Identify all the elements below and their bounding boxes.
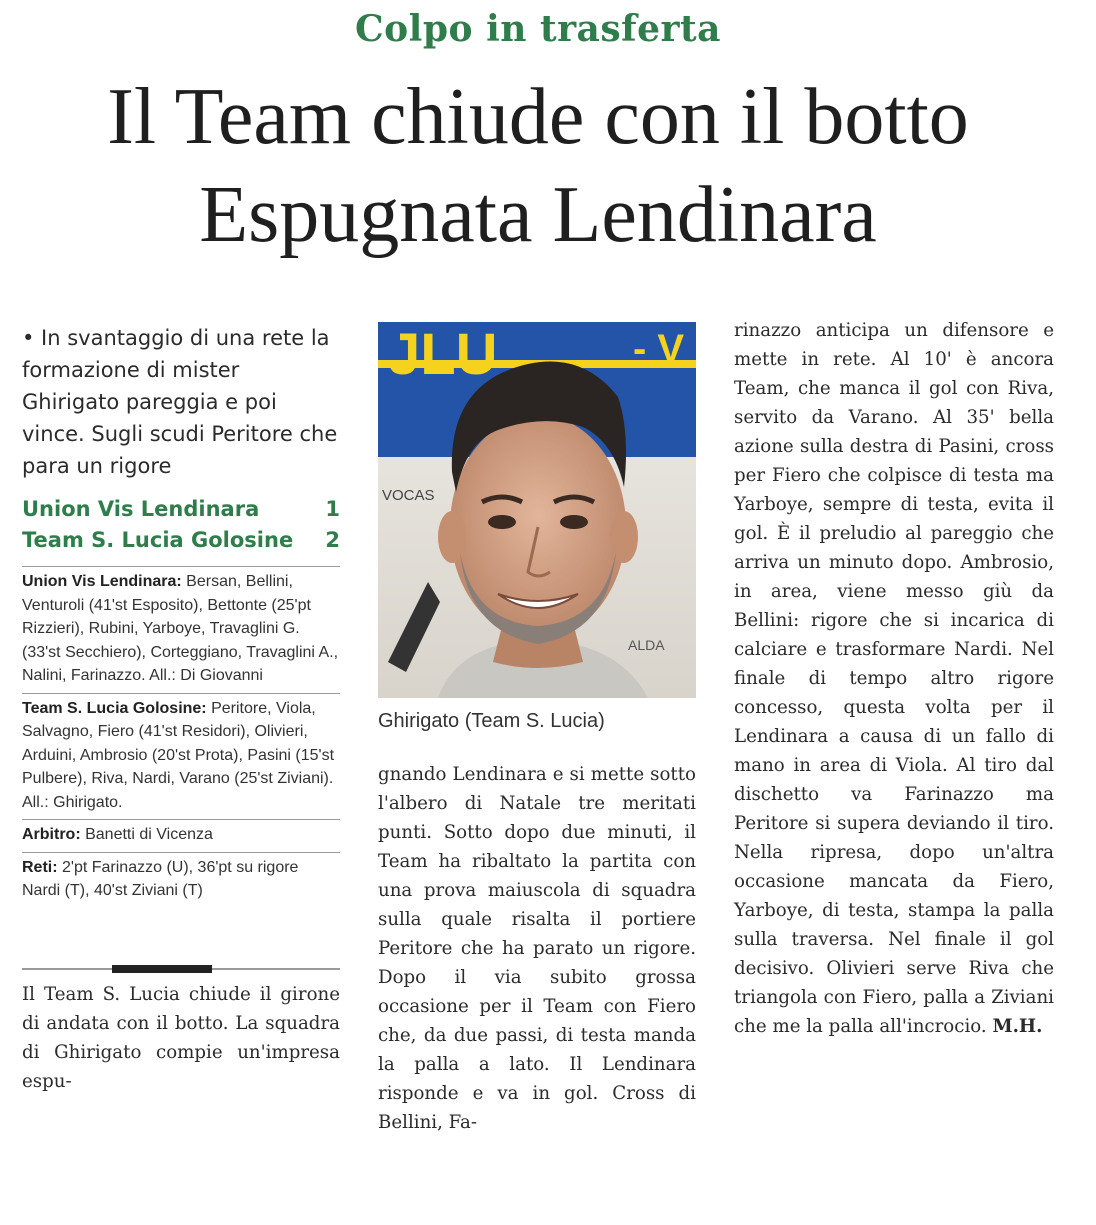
- scoreboard: [22, 494, 340, 556]
- photo-caption: Ghirigato (Team S. Lucia): [378, 710, 605, 732]
- article-text-2: gnando Lendinara e si mette sotto l'albero di Natale tre meritati punti. Sotto dopo due minuti, il Team ha ribaltato la partita con una prova maiuscola di squadra sulla quale risalta il portiere Peritore che ha parato un rigore. Dopo il via subito grossa occasione per il Team con Fiero che, da due passi, di testa manda la palla a lato. Il Lendinara risponde e va in gol. Cross di Bellini, Fa-: [378, 764, 696, 1133]
- home-goals: 1: [325, 497, 340, 521]
- lineup-away: [22, 693, 340, 820]
- kicker: Colpo in trasferta: [355, 8, 721, 50]
- score-away: [22, 525, 340, 556]
- section-divider: [22, 968, 340, 980]
- headline-line-1: Il Team chiude con il botto: [107, 73, 969, 161]
- lineup-home-text: Bersan, Bellini, Venturoli (41'st Esposito), Bettonte (25'pt Rizzieri), Rubini, Yarboye, Travaglini G. (33'st Secchiero), Corteggiano, Travaglini A., Nalini, Farinazzo. All.: Di Giovanni: [22, 573, 339, 684]
- referee: [22, 819, 340, 852]
- backdrop-logo: ALDA: [628, 637, 665, 653]
- article-text-1: Il Team S. Lucia chiude il girone di andata con il botto. La squadra di Ghirigato compie un'impresa espu-: [22, 983, 340, 1092]
- goals-text: 2'pt Farinazzo (U), 36'pt su rigore Nardi (T), 40'st Ziviani (T): [22, 858, 299, 899]
- lineup-away-label: Team S. Lucia Golosine:: [22, 699, 207, 717]
- lineup-away-text: Peritore, Viola, Salvagno, Fiero (41'st Residori), Olivieri, Arduini, Ambrosio (20'st Prota), Pasini (15'st Pulbere), Riva, Nardi, Varano (25'st Ziviani). All.: Ghirigato.: [22, 699, 335, 811]
- headline: [0, 68, 1076, 264]
- lineup-home-label: Union Vis Lendinara:: [22, 573, 182, 590]
- home-team: Union Vis Lendinara: [22, 497, 260, 521]
- backdrop-text: JLU: [388, 322, 498, 387]
- headline-line-2: Espugnata Lendinara: [199, 171, 877, 259]
- goals-label: Reti:: [22, 858, 58, 876]
- article-col-1: [22, 980, 340, 1096]
- referee-label: Arbitro:: [22, 826, 81, 843]
- score-home: [22, 494, 340, 525]
- away-team: Team S. Lucia Golosine: [22, 528, 294, 552]
- signature: M.H.: [992, 1016, 1043, 1037]
- article-text-3-body: rinazzo anticipa un difensore e mette in rete. Al 10' è ancora Team, che manca il gol con Riva, servito da Varano. Al 35' bella azione sulla destra di Pasini, cross per Fiero che colpisce di testa ma Yarboye, sempre di testa, evita il gol. È il preludio al pareggio che arriva un minuto dopo. Ambrosio, in area, viene messo giù da Bellini: rigore che si incarica di calciare e trasformare Nardi. Nel finale di tempo altro rigore concesso, questa volta per il Lendinara a causa di un fallo di mano in area di Viola. Al tiro dal dischetto va Farinazzo ma Peritore si supera deviando il tiro. Nella ripresa, dopo un'altra occasione mancata da Fiero, Yarboye, di testa, stampa la palla sulla traversa. Nel finale il gol decisivo. Olivieri serve Riva che triangola con Fiero, palla a Ziviani che me la palla all'incrocio.: [734, 320, 1054, 1037]
- referee-text: Banetti di Vicenza: [80, 826, 213, 843]
- goals: [22, 852, 340, 908]
- column-1: [22, 322, 340, 1096]
- article-col-2: [378, 760, 696, 1137]
- article-text-3: [734, 316, 1054, 1041]
- backdrop-side: VOCAS: [382, 487, 435, 504]
- away-goals: 2: [325, 528, 340, 552]
- column-2: [378, 322, 696, 1137]
- summary: • In svantaggio di una rete la formazione di mister Ghirigato pareggia e poi vince. Sugli scudi Peritore che para un rigore: [22, 326, 338, 478]
- lineup-home: [22, 566, 340, 693]
- divider-tab: [112, 965, 212, 973]
- column-3: [734, 322, 1054, 1041]
- coach-photo: [378, 322, 696, 698]
- backdrop-text-right: - V: [633, 327, 685, 371]
- match-card: [22, 566, 340, 908]
- article-col-3: [734, 316, 1054, 1041]
- coach-portrait: [378, 322, 696, 698]
